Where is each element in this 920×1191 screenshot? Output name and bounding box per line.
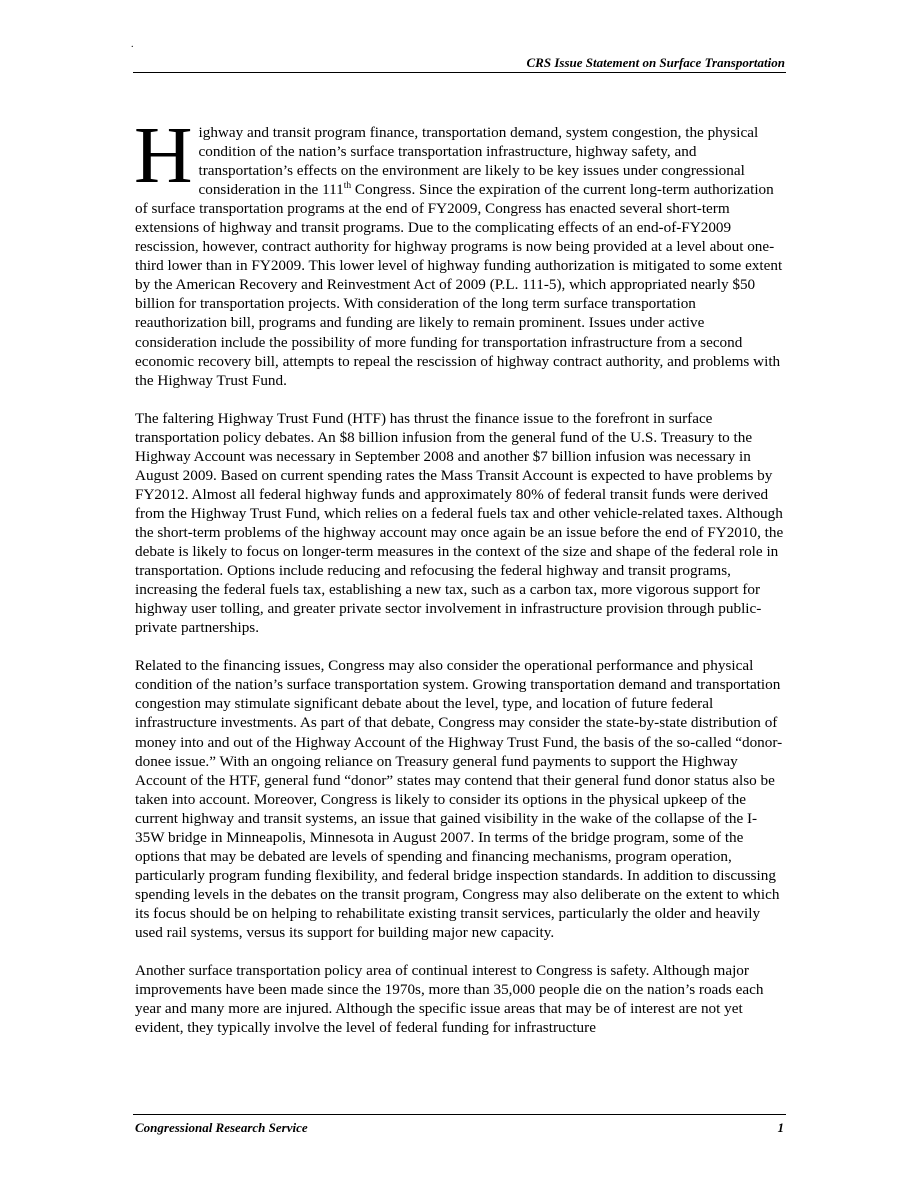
paragraph-intro [134, 110, 786, 390]
paragraph-safety: Another surface transportation policy area of continual interest to Congress is safety. Although major improvements have been made since the 1970s, more than 35,000 people die on the nation’s roads each year and many more are injured. Although the specific issue areas that may be of interest are not yet evident, they typically involve the level of federal funding for infrastructure [135, 962, 764, 1037]
paragraph-intro-text: ighway and transit program finance, transportation demand, system congestion, the physical condition of the nation’s surface transportation infrastructure, highway safety, and transportation’s effects on the environment are likely to be key issues under congressional consideration in the 111 [198, 124, 759, 199]
footer-organization: Congressional Research Service [135, 1120, 308, 1135]
paragraph-intro-text-cont: Congress. Since the expiration of the current long-term authorization of surface transportation programs at the end of FY2009, Congress has enacted several short-term extensions of highway and transit programs. Due to the complicating effects of an end-of-FY2009 rescission, however, contract authority for highway programs is now being provided at a level about one-third lower than in FY2009. This lower level of highway funding authorization is mitigated to some extent by the American Recovery and Reinvestment Act of 2009 (P.L. 111-5), which appropriated nearly $50 billion for transportation projects. With consideration of the long term surface transportation reauthorization bill, programs and funding are likely to remain prominent. Issues under active consideration include the possibility of more funding for transportation infrastructure from a second economic recovery bill, attempts to repeal the rescission of highway contract authority, and problems with the Highway Trust Fund. [135, 181, 783, 389]
ordinal-superscript: th [343, 181, 352, 192]
footer-divider [133, 1114, 786, 1115]
drop-cap: H [134, 110, 193, 200]
paragraph-highway-trust-fund: The faltering Highway Trust Fund (HTF) has thrust the finance issue to the forefront in surface transportation policy debates. An $8 billion infusion from the general fund of the U.S. Treasury to the Highway Account was necessary in September 2008 and another $7 billion infusion was necessary in August 2009. Based on current spending rates the Mass Transit Account is expected to have problems by FY2012. Almost all federal highway funds and approximately 80% of federal transit funds were derived from the Highway Trust Fund, which relies on a federal fuels tax and other vehicle-related taxes. Although the short-term problems of the highway account may once again be an issue before the end of FY2010, the debate is likely to focus on longer-term measures in the context of the size and shape of the federal role in transportation. Options include reducing and refocusing the federal highway and transit programs, increasing the federal fuels tax, establishing a new tax, such as a carbon tax, more vigorous support for highway user tolling, and greater private sector involvement in infrastructure provision through public-private partnerships. [135, 409, 784, 637]
page-number: 1 [777, 1120, 784, 1135]
header-divider [133, 72, 786, 73]
running-header-title: CRS Issue Statement on Surface Transportation [526, 55, 785, 70]
header-mark: . [131, 39, 134, 50]
paragraph-financing-issues: Related to the financing issues, Congress may also consider the operational performance and physical condition of the nation’s surface transportation system. Growing transportation demand and transportation congestion may stimulate significant debate about the level, type, and location of future federal infrastructure investments. As part of that debate, Congress may consider the state-by-state distribution of money into and out of the Highway Account of the Highway Trust Fund, the basis of the so-called “donor-donee issue.” With an ongoing reliance on Treasury general fund payments to support the Highway Account of the HTF, general fund “donor” states may contend that their general fund donor status also be taken into account. Moreover, Congress is likely to consider its options in the physical upkeep of the current highway and transit systems, an issue that gained visibility in the wake of the collapse of the I-35W bridge in Minneapolis, Minnesota in August 2007. In terms of the bridge program, some of the options that may be debated are levels of spending and financing mechanisms, program operation, particularly program funding flexibility, and federal bridge inspection standards. In addition to discussing spending levels in the debates on the transit program, Congress may also deliberate on the extent to which its focus should be on helping to rehabilitate existing transit services, particularly the older and heavily used rail systems, versus its support for building major new capacity. [135, 657, 783, 941]
body-text [134, 110, 786, 1056]
